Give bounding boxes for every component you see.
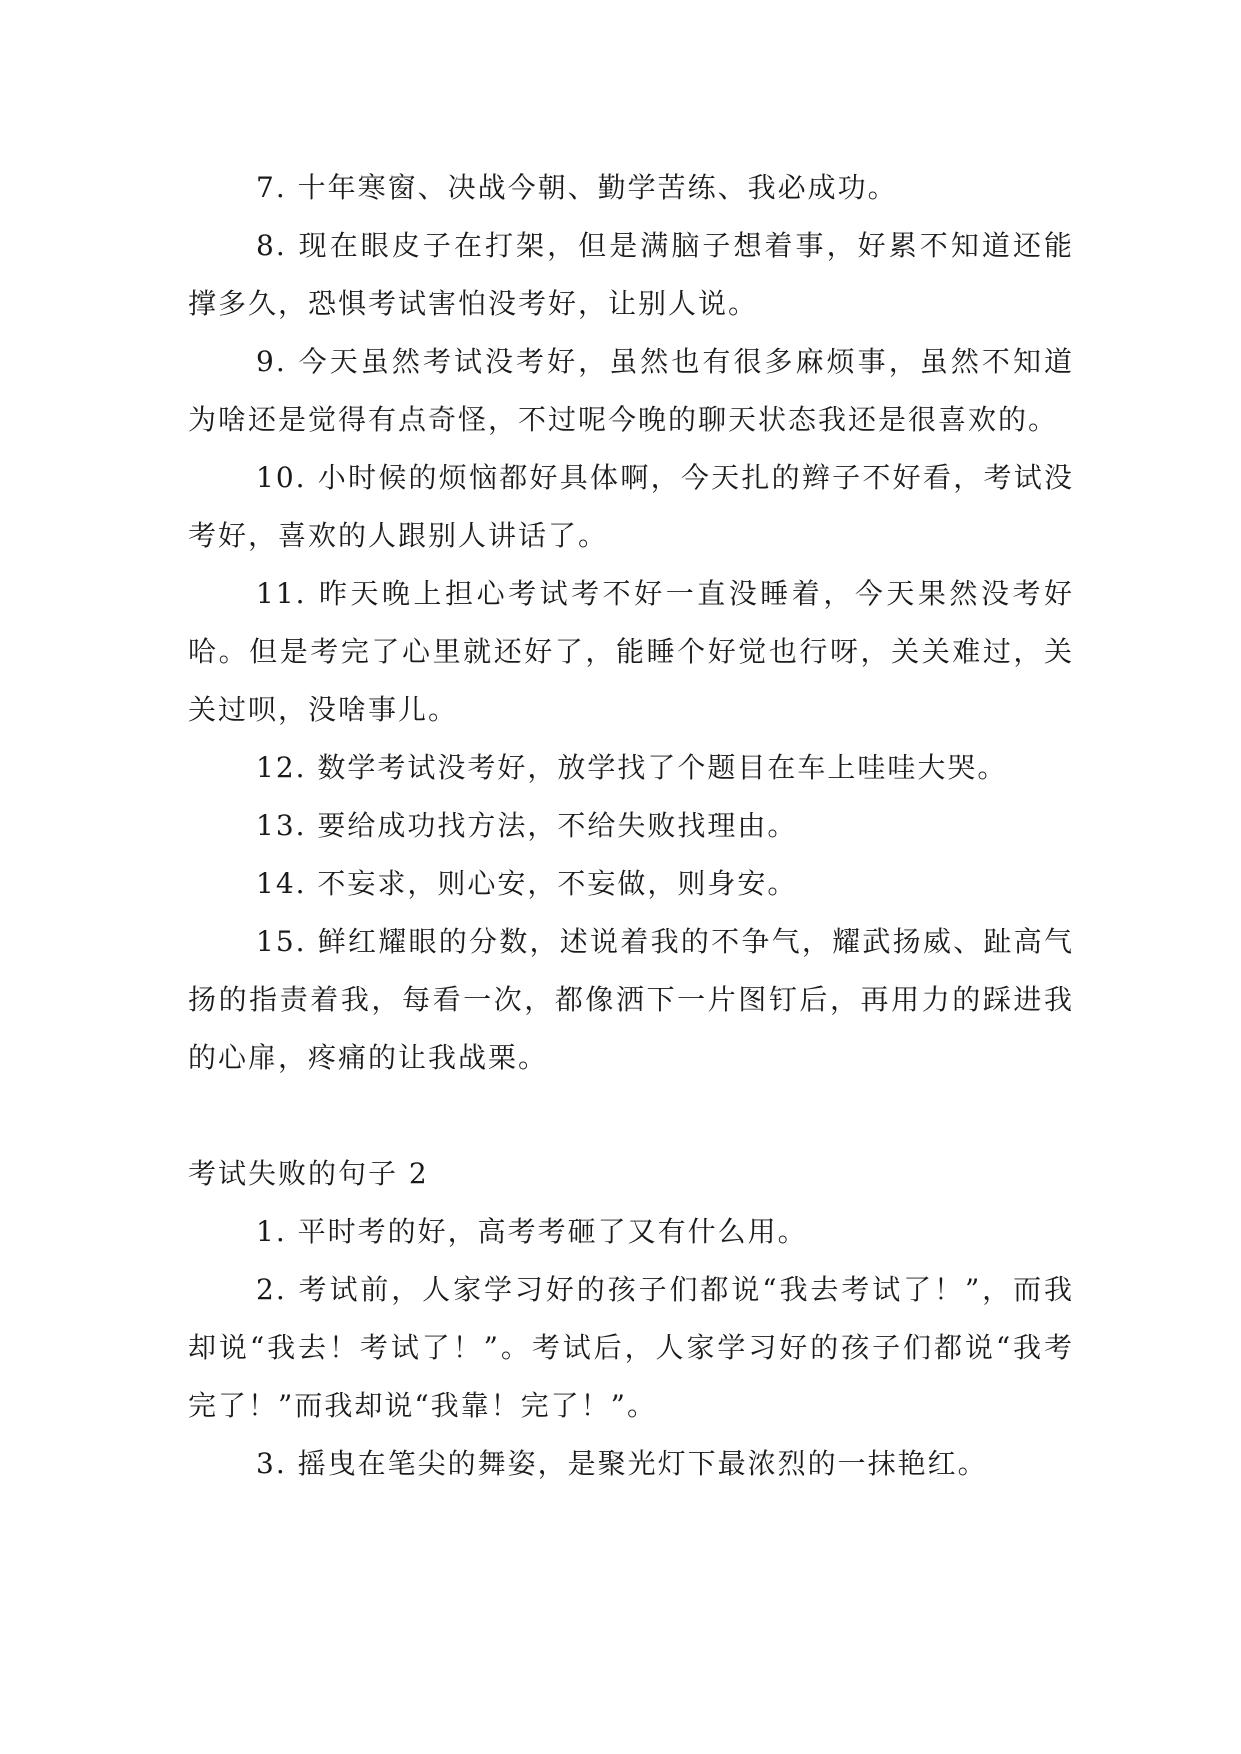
list-item: 14. 不妄求，则心安，不妄做，则身安。 — [256, 867, 798, 900]
list-item: 3. 摇曳在笔尖的舞姿，是聚光灯下最浓烈的一抹艳红。 — [256, 1447, 988, 1480]
section-heading: 考试失败的句子 2 — [188, 1157, 429, 1190]
list-item: 2. 考试前，人家学习好的孩子们都说“我去考试了！”，而我却说“我去！考试了！”。考试后，人家学习好的孩子们都说“我考完了！”而我却说“我靠！完了！”。 — [188, 1273, 1074, 1422]
list-item: 10. 小时候的烦恼都好具体啊，今天扎的辫子不好看，考试没考好，喜欢的人跟别人讲话了。 — [188, 461, 1074, 552]
list-item: 11. 昨天晚上担心考试考不好一直没睡着，今天果然没考好哈。但是考完了心里就还好了，能睡个好觉也行呀，关关难过，关关过呗，没啥事儿。 — [188, 577, 1074, 726]
list-item: 9. 今天虽然考试没考好，虽然也有很多麻烦事，虽然不知道为啥还是觉得有点奇怪，不过呢今晚的聊天状态我还是很喜欢的。 — [188, 345, 1074, 436]
document-body — [188, 159, 1074, 1493]
list-item: 15. 鲜红耀眼的分数，述说着我的不争气，耀武扬威、趾高气扬的指责着我，每看一次，都像洒下一片图钉后，再用力的踩进我的心扉，疼痛的让我战栗。 — [188, 925, 1074, 1074]
list-item: 8. 现在眼皮子在打架，但是满脑子想着事，好累不知道还能撑多久，恐惧考试害怕没考好，让别人说。 — [188, 229, 1074, 320]
list-item: 13. 要给成功找方法，不给失败找理由。 — [256, 809, 798, 842]
list-item: 7. 十年寒窗、决战今朝、勤学苦练、我必成功。 — [256, 171, 898, 204]
list-item: 1. 平时考的好，高考考砸了又有什么用。 — [256, 1215, 808, 1248]
list-item: 12. 数学考试没考好，放学找了个题目在车上哇哇大哭。 — [256, 751, 1008, 784]
